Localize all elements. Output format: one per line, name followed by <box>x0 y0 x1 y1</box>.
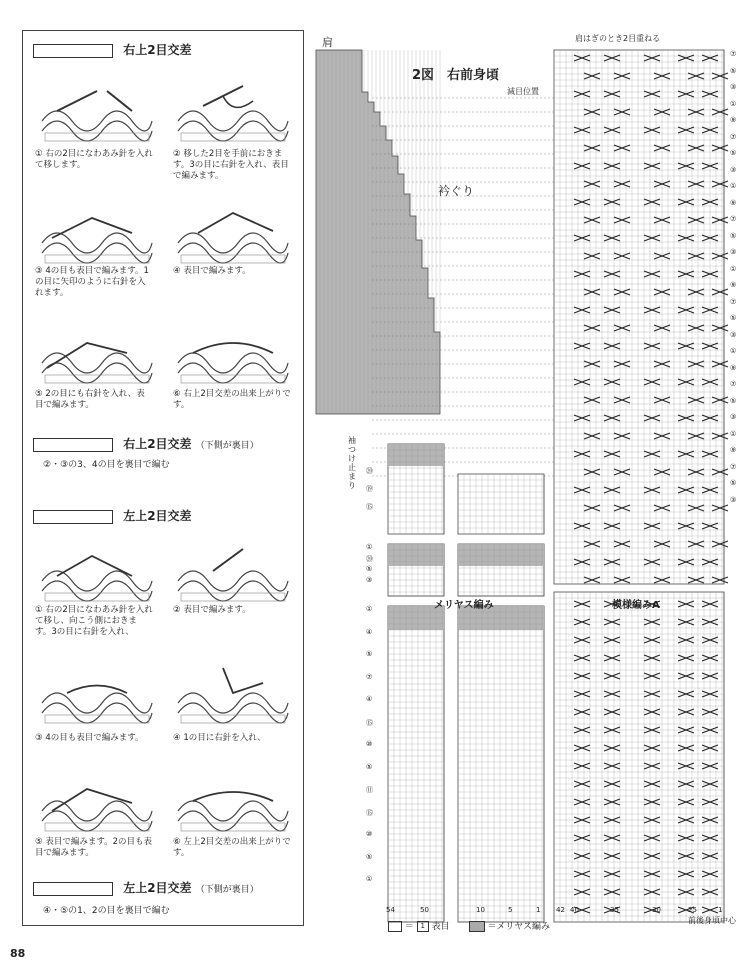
row-number: ④ <box>366 695 373 703</box>
row-number: ① <box>366 875 373 883</box>
center-label: 前後身頃中心 <box>688 916 736 925</box>
row-number: ⑮ <box>366 808 373 817</box>
stockinette-label: メリヤス編み <box>434 600 494 611</box>
column-tick: 40 <box>570 906 579 914</box>
row-number: ① <box>730 429 737 438</box>
cable-symbol <box>33 438 113 452</box>
row-number: ① <box>730 347 737 355</box>
row-number: ⑩ <box>366 740 373 748</box>
row-number: ⑤ <box>366 762 373 771</box>
section-title-text: 右上2目交差 <box>123 43 192 57</box>
row-number: ① <box>730 182 737 190</box>
row-number: ③ <box>730 495 737 504</box>
section-title-left-cable <box>33 507 192 524</box>
stockinette-shade <box>388 544 444 566</box>
row-number: ④ <box>366 627 373 636</box>
stockinette-shade <box>388 444 444 466</box>
row-number: ① <box>730 264 737 273</box>
knitting-illustration <box>37 541 155 603</box>
column-tick: 25 <box>688 906 697 914</box>
row-number: ⑳ <box>366 467 373 475</box>
column-tick: 30 <box>652 906 661 914</box>
row-number: ⑤ <box>366 565 373 573</box>
step-text: ⑥ 左上2目交差の出来上がりです。 <box>173 837 291 858</box>
column-tick: 50 <box>420 906 429 914</box>
row-number: ⑤ <box>730 231 737 240</box>
row-number: ⑤ <box>730 66 737 75</box>
column-tick: 54 <box>386 906 395 914</box>
section-title-right-cable-purl <box>33 435 259 452</box>
row-number: ③ <box>730 330 737 339</box>
step-text: ① 右の2目になわあみ針を入れて移し、向こう側におきます。3の目に右針を入れ、 <box>35 605 153 637</box>
neckline-shaded-area <box>316 50 440 414</box>
pattern-label: 模様編みA <box>612 600 660 611</box>
knitting-illustration <box>37 323 155 385</box>
section-note: （下側が裏目） <box>195 441 259 451</box>
step-text: ② 移した2目を手前におきます。3の目に右針を入れ、表目で編みます。 <box>173 149 289 181</box>
row-number: ⑨ <box>730 116 737 124</box>
column-ticks <box>380 906 730 916</box>
row-number: ① <box>366 543 373 551</box>
knitting-illustration <box>37 663 155 725</box>
section-title-text: 左上2目交差 <box>123 509 192 523</box>
row-number: ③ <box>730 413 737 421</box>
knitting-illustration <box>173 541 291 603</box>
step-text: ④ 表目で編みます。 <box>173 266 251 276</box>
column-tick: 1 <box>718 906 723 914</box>
step-text: ⑥ 右上2目交差の出来上がりです。 <box>173 389 291 410</box>
section-title-left-cable-purl <box>33 879 259 896</box>
row-number: ⑳ <box>366 555 373 563</box>
row-number: ③ <box>730 83 737 91</box>
row-number: ⑤ <box>730 314 737 322</box>
step-text: ③ 4の目も表目で編みます。1の目に矢印のように右針を入れます。 <box>35 266 149 298</box>
cable-symbol <box>33 44 113 58</box>
chart-legend <box>388 919 550 932</box>
knitting-illustration <box>173 81 291 143</box>
section-title-text: 右上2目交差 <box>123 437 192 451</box>
knitting-illustration <box>37 771 155 833</box>
shoulder-note: 肩はぎのとき2目重ねる <box>575 34 661 43</box>
row-number: ⑲ <box>366 485 373 493</box>
row-numbers-left <box>366 605 380 905</box>
row-number: ① <box>730 99 737 108</box>
legend-blank-box <box>388 921 402 932</box>
row-number: ⑮ <box>366 503 373 511</box>
decrease-label: 減目位置 <box>507 87 539 96</box>
section-title-right-cable <box>33 41 192 58</box>
section-note: （下側が裏目） <box>195 885 259 895</box>
row-number: ⑤ <box>730 149 737 157</box>
row-number: ⑨ <box>730 363 737 372</box>
neckline-label: 衿ぐり <box>438 184 475 198</box>
column-tick: 1 <box>536 906 541 914</box>
neckline-shape <box>316 50 440 414</box>
pattern-frame-lower <box>554 592 724 922</box>
row-number: ⑩ <box>366 830 373 838</box>
legend-stockinette-text: ＝メリヤス編み <box>487 922 551 932</box>
legend-stockinette-swatch <box>469 921 485 932</box>
legend-knit-box: 1 <box>417 921 429 932</box>
step-text: ① 右の2目になわあみ針を入れて移します。 <box>35 149 153 170</box>
stockinette-block <box>458 606 544 922</box>
column-tick: 35 <box>610 906 619 914</box>
row-number: ⑨ <box>730 446 737 454</box>
cable-symbol <box>33 882 113 896</box>
shoulder-label: 肩 <box>322 36 333 49</box>
knitting-illustration <box>173 663 291 725</box>
knitting-illustration <box>173 771 291 833</box>
stockinette-grids <box>388 444 544 922</box>
pattern-frame <box>554 50 724 584</box>
row-number: ③ <box>730 165 737 174</box>
stockinette-shade <box>458 544 544 566</box>
row-number: ⑤ <box>366 852 373 861</box>
row-number: ⑦ <box>730 215 737 223</box>
column-tick: 10 <box>476 906 485 914</box>
row-numbers-right <box>730 50 746 510</box>
row-number: ⑦ <box>730 132 737 141</box>
row-number: ① <box>366 605 373 613</box>
row-number: ⑨ <box>730 198 737 207</box>
sleeve-label: 袖つけ止まり <box>348 436 356 490</box>
row-number: ⑦ <box>730 380 737 388</box>
step-text: ③ 4の目も表目で編みます。 <box>35 733 144 743</box>
row-number: ⑮ <box>366 718 373 727</box>
row-number: ⑦ <box>730 297 737 306</box>
row-number: ⑦ <box>366 672 373 681</box>
column-tick: 5 <box>508 906 513 914</box>
step-text: ⑤ 2の目にも右針を入れ、表目で編みます。 <box>35 389 145 410</box>
row-numbers-left-mid <box>366 543 380 593</box>
section-sub-note: ②・③の3、4の目を裏目で編む <box>43 460 170 470</box>
row-number: ⑨ <box>730 281 737 289</box>
knitting-illustration <box>173 323 291 385</box>
knitting-illustration <box>173 203 291 265</box>
section-title-text: 左上2目交差 <box>123 881 192 895</box>
stockinette-block <box>388 606 444 922</box>
row-number: ⑤ <box>730 479 737 487</box>
row-number: ⑦ <box>730 50 737 58</box>
knitting-illustration <box>37 203 155 265</box>
step-text: ④ 1の目に右針を入れ、 <box>173 733 266 743</box>
legend-equals: ＝ <box>404 922 414 932</box>
row-number: ⑦ <box>730 462 737 471</box>
row-number: ⑤ <box>366 650 373 658</box>
row-numbers-left-top <box>366 466 380 526</box>
row-number: ⑤ <box>730 396 737 405</box>
instruction-panel <box>22 30 304 926</box>
page-number: 88 <box>10 947 26 960</box>
cable-symbol <box>33 510 113 524</box>
step-text: ② 表目で編みます。 <box>173 605 251 615</box>
row-number: ⑪ <box>366 786 373 794</box>
knitting-illustration <box>37 81 155 143</box>
figure-title: 2図 右前身頃 <box>412 68 500 83</box>
row-number: ③ <box>730 248 737 256</box>
step-text: ⑤ 表目で編みます。2の目も表目で編みます。 <box>35 837 153 858</box>
legend-knit-text: 表目 <box>431 922 450 932</box>
row-number: ③ <box>366 576 373 584</box>
section-sub-note: ④・⑤の1、2の目を裏目で編む <box>43 906 170 916</box>
column-tick: 42 <box>556 906 565 914</box>
